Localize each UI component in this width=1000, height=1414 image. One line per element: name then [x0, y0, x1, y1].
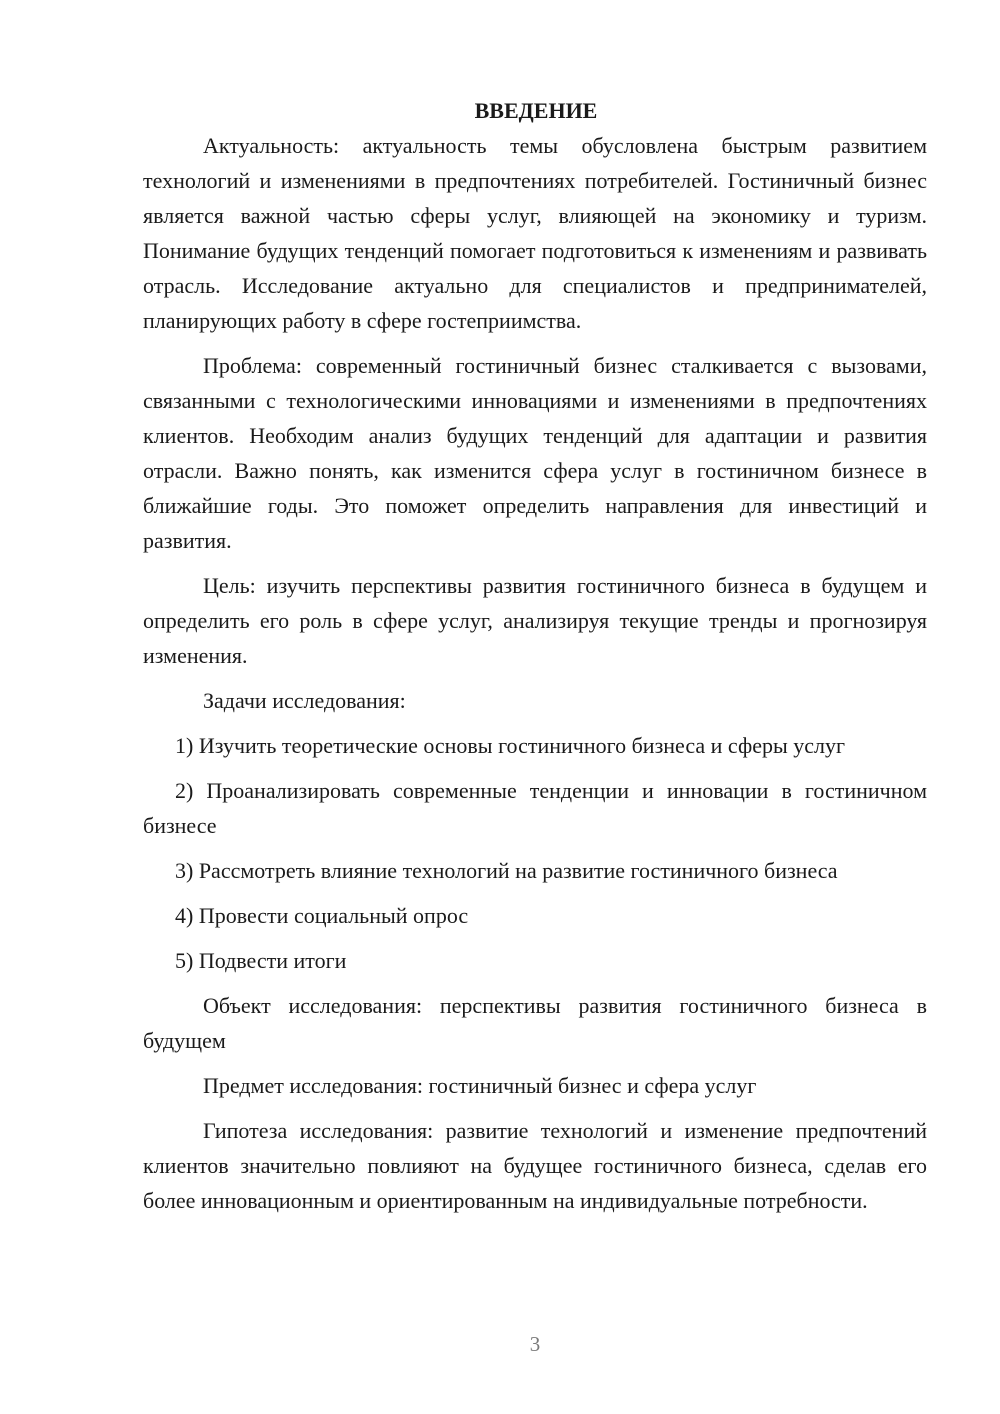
paragraph-goal: Цель: изучить перспективы развития гостиничного бизнеса в будущем и определить его роль в сфере услуг, анализируя текущие тренды и прогнозируя изменения.: [143, 573, 927, 668]
paragraph-relevance: Актуальность: актуальность темы обусловлена быстрым развитием технологий и изменениями в предпочтениях потребителей. Гостиничный бизнес является важной частью сферы услуг, влияющей на экономику и туризм. Понимание будущих тенденций помогает подготовиться к изменениям и развивать отрасль. Исследование актуально для специалистов и предпринимателей, планирующих работу в сфере гостеприимства.: [143, 133, 927, 333]
task-item-4: 4) Провести социальный опрос: [175, 903, 469, 928]
task-item-5: 5) Подвести итоги: [175, 948, 347, 973]
page-number: 3: [529, 1332, 541, 1356]
section-title: ВВЕДЕНИЕ: [474, 98, 598, 123]
paragraph-hypothesis: Гипотеза исследования: развитие технологий и изменение предпочтений клиентов значительно повлияют на будущее гостиничного бизнеса, сделав его более инновационным и ориентированным на индивидуальные потребности.: [143, 1118, 927, 1213]
tasks-list: [143, 728, 927, 978]
document-page: [143, 93, 927, 1218]
tasks-heading: Задачи исследования:: [203, 688, 406, 713]
task-item-2: 2) Проанализировать современные тенденции и инновации в гостиничном бизнесе: [143, 778, 927, 838]
task-item-1: 1) Изучить теоретические основы гостиничного бизнеса и сферы услуг: [175, 733, 846, 758]
paragraph-object: Объект исследования: перспективы развития гостиничного бизнеса в будущем: [143, 993, 927, 1053]
paragraph-problem: Проблема: современный гостиничный бизнес сталкивается с вызовами, связанными с технологическими инновациями и изменениями в предпочтениях клиентов. Необходим анализ будущих тенденций для адаптации и развития отрасли. Важно понять, как изменится сфера услуг в гостиничном бизнесе в ближайшие годы. Это поможет определить направления для инвестиций и развития.: [143, 353, 927, 553]
task-item-3: 3) Рассмотреть влияние технологий на развитие гостиничного бизнеса: [175, 858, 838, 883]
paragraph-subject: Предмет исследования: гостиничный бизнес и сфера услуг: [203, 1073, 757, 1098]
